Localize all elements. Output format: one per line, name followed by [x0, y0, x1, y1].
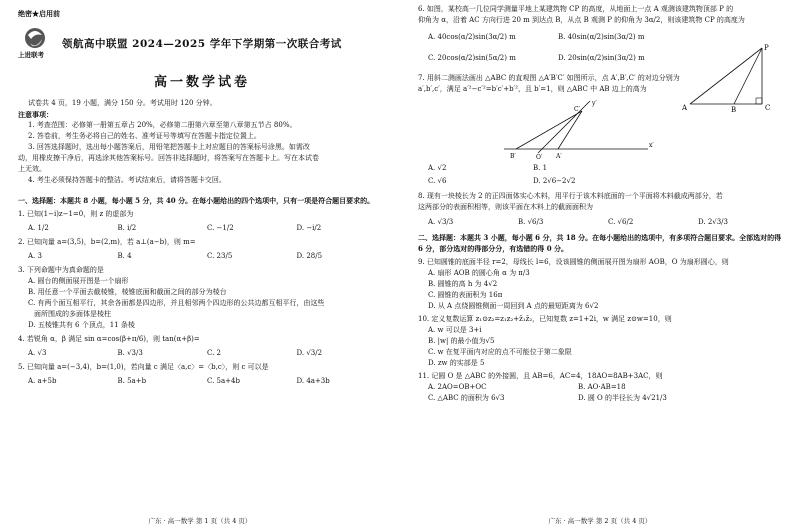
- q7-stem-line1: 7. 用斜二测画法画出 △ABC 的直观图 △A′B′C′ 如图所示，点 A′,B′,C′ 的对边分别为: [418, 74, 680, 82]
- notice-2: 2. 答卷前，考生务必将自己的姓名、准考证号等填写在答题卡指定位置上。: [28, 132, 261, 140]
- q8-stem-line2: 这两部分的表面积相等，则该平面在木料上的截面面积为: [418, 203, 593, 211]
- q10-stem: 10. 定义复数运算 z₁⊙z₂=z₁z₂+z̄₁z̄₂，已知复数 z=1+2i，w 满足 z⊙w=10，则: [418, 315, 672, 323]
- q8-option-d: D. 2√3/3: [698, 218, 728, 226]
- q2-option-b: B. 4: [117, 252, 132, 260]
- exam-title: 领航高中联盟 2024—2025 学年下学期第一次联合考试: [62, 37, 342, 50]
- q2-stem: 2. 已知向量 a=(3,5)，b=(2,m)，若 a⊥(a−b)，则 m=: [18, 238, 196, 246]
- notice-1: 1. 考查范围：必修第一册第五章占 20%，必修第二册第六章至第八章第五节占 80%。: [28, 121, 297, 129]
- q3-option-d: D. 五棱锥共有 6 个顶点，11 条棱: [28, 321, 135, 329]
- q9-option-c: C. 圆锥的表面积为 16π: [428, 291, 503, 299]
- q10-option-d: D. zw 的实部是 5: [428, 359, 485, 367]
- q4-option-d: D. √3/2: [296, 349, 323, 357]
- q5-option-c: C. 5a+4b: [207, 377, 240, 385]
- section-2-heading: 二、选择题：本题共 3 小题，每小题 6 分，共 18 分。在每小题给出的选项中，有多项符合题目要求。全部选对的得 6 分，部分选对的得部分分，有选错的得 0 分。: [418, 233, 782, 253]
- q10-option-a: A. w 可以是 3+i: [428, 326, 482, 334]
- page-2-footer: 广东 · 高一数学 第 2 页（共 4 页）: [548, 517, 652, 525]
- q9-option-d: D. 从 A 点绕圆锥侧面一周回到 A 点的最短距离为 6√2: [428, 302, 599, 310]
- logo-text: 上进联考: [18, 51, 44, 59]
- q7-options-row2: [418, 176, 638, 187]
- q5-stem: 5. 已知向量 a=(−3,4)，b=(1,0)，若向量 c 满足〈a,c〉=〈b,c〉，则 c 可以是: [18, 363, 269, 371]
- q11-options-row2: [418, 393, 728, 404]
- q8-option-c: C. √6/2: [608, 218, 634, 226]
- notice-3-end: 上无效。: [18, 165, 46, 173]
- q7-label-a: A′: [556, 153, 562, 160]
- q6-option-c: C. 20cos(α/2)sin(5α/2) m: [428, 54, 516, 62]
- q7-label-o: O′: [536, 154, 543, 161]
- q7-option-c: C. √6: [428, 177, 447, 185]
- q6-label-b: B: [731, 106, 737, 114]
- q9-option-a: A. 扇形 AOB 的圆心角 α 为 π/3: [428, 269, 530, 277]
- q7-label-x: x′: [649, 142, 654, 149]
- q11-option-b: B. AO·AB=18: [578, 383, 626, 391]
- q8-option-b: B. √6/3: [518, 218, 544, 226]
- q7-options-row1: [418, 163, 638, 174]
- q11-stem: 11. 记圆 O 是 △ABC 的外接圆，且 AB=6，AC=4，18AO=8AB+3AC，则: [418, 372, 663, 380]
- secret-mark: 绝密★启用前: [18, 9, 60, 18]
- q7-option-a: A. √2: [428, 164, 447, 172]
- notice-3: 3. 回答选择题时，选出每小题答案后，用铅笔把答题卡上对应题目的答案标号涂黑。如需改: [28, 143, 310, 151]
- q7-label-c: C′: [574, 106, 580, 113]
- q6-label-c: C: [765, 104, 771, 112]
- q5-options: [18, 376, 386, 387]
- q11-options-row1: [418, 382, 728, 393]
- q9-stem: 9. 已知圆锥的底面半径 r=2，母线长 l=6，设该圆锥的侧面展开图为扇形 AOB，O 为扇形圆心，则: [418, 258, 729, 266]
- q1-option-d: D. −i/2: [296, 224, 322, 232]
- page-1-footer: 广东 · 高一数学 第 1 页（共 4 页）: [148, 517, 252, 525]
- q1-stem: 1. 已知(1−i)z−1=0，则 z 的虚部为: [18, 210, 134, 218]
- q6-options-row2: [418, 53, 688, 64]
- paper-title: 高一数学试卷: [153, 75, 250, 90]
- q4-option-a: A. √3: [28, 349, 47, 357]
- q3-option-c-cont: 面所围成的多面体是棱柱: [34, 310, 111, 318]
- q3-option-c: C. 有两个面互相平行，其余各面都是四边形，并且相邻两个四边形的公共边都互相平行，由这些: [28, 299, 325, 307]
- q2-option-d: D. 28/5: [296, 252, 323, 260]
- q3-option-a: A. 圆台的侧面展开图是一个扇形: [28, 277, 129, 285]
- q11-option-c: C. △ABC 的面积为 6√3: [428, 394, 505, 402]
- q2-option-a: A. 3: [28, 252, 42, 260]
- q8-option-a: A. √3/3: [428, 218, 454, 226]
- q10-option-b: B. |w| 的最小值为√5: [428, 337, 495, 345]
- q6-label-p: P: [764, 44, 769, 52]
- q4-option-b: B. √3/3: [117, 349, 143, 357]
- q4-stem: 4. 若锐角 α，β 满足 sin α=cos(β+π/6)，则 tan(α+β)=: [18, 335, 200, 343]
- q6-options-row1: [418, 32, 688, 43]
- q3-stem: 3. 下列命题中为真命题的是: [18, 266, 104, 274]
- q7-option-d: D. 2√6−2√2: [533, 177, 576, 185]
- q9-option-b: B. 圆锥的高 h 为 4√2: [428, 280, 498, 288]
- q1-option-c: C. −1/2: [207, 224, 234, 232]
- page-2: [400, 0, 800, 531]
- exam-intro: 试卷共 4 页，19 小题，满分 150 分。考试用时 120 分钟。: [28, 99, 217, 107]
- q10-option-c: C. w 在复平面内对应的点不可能位于第二象限: [428, 348, 572, 356]
- q5-option-a: A. a+5b: [28, 377, 57, 385]
- q6-option-d: D. 20sin(α/2)sin(3α/2) m: [558, 54, 645, 62]
- notice-title: 注意事项：: [18, 110, 53, 119]
- q4-options: [18, 348, 386, 359]
- q6-stem-line2: 仰角为 α，沿着 AC 方向行进 20 m 到达点 B，从点 B 观测 P 的仰角为 3α/2，则该建筑物 CP 的高度为: [418, 16, 745, 24]
- q7-option-b: B. 1: [533, 164, 548, 172]
- q7-label-y: y′: [592, 100, 597, 107]
- q1-option-b: B. i/2: [117, 224, 137, 232]
- q3-option-b: B. 用任意一个平面去截棱锥，棱锥底面和截面之间的部分为棱台: [28, 288, 227, 296]
- q11-option-a: A. 2AO=OB+OC: [428, 383, 487, 391]
- q5-option-b: B. 5a+b: [117, 377, 147, 385]
- q6-option-a: A. 40cos(α/2)sin(3α/2) m: [428, 33, 516, 41]
- logo-icon: [18, 25, 54, 61]
- q11-option-d: D. 圆 O 的半径长为 4√21/3: [578, 394, 667, 402]
- q2-options: [18, 251, 386, 262]
- q7-stem-line2: a′,b′,c′，满足 a′²−c′²=b′c′+b′²，且 b′=1，则 △ABC 中 AB 边上的高为: [418, 85, 647, 93]
- q6-stem-line1: 6. 如图，某校高一几位同学测量平地上某建筑物 CP 的高度，从地面上一点 A 观测该建筑物顶部 P 的: [418, 5, 734, 13]
- q1-option-a: A. 1/2: [28, 224, 49, 232]
- q6-label-a: A: [682, 104, 688, 112]
- q5-option-d: D. 4a+3b: [296, 377, 330, 385]
- q1-options: [18, 223, 386, 234]
- q6-figure: [682, 42, 772, 114]
- notice-4: 4. 考生必须保持答题卡的整洁。考试结束后，请将答题卡交回。: [28, 176, 226, 184]
- exam-header: [18, 25, 386, 61]
- q7-figure: [498, 97, 658, 161]
- notice-3-cont: 动，用橡皮擦干净后，再选涂其他答案标号。回答非选择题时，将答案写在答题卡上。写在本试卷: [18, 154, 319, 162]
- q6-option-b: B. 40sin(α/2)sin(3α/2) m: [558, 33, 645, 41]
- q8-stem-line1: 8. 现有一块棱长为 2 的正四面体实心木料，用平行于该木料底面的一个平面将木料截成两部分，若: [418, 192, 723, 200]
- section-1-heading: 一、选择题：本题共 8 小题，每小题 5 分，共 40 分。在每小题给出的四个选项中，只有一项是符合题目要求的。: [18, 196, 375, 205]
- q7-label-b: B′: [510, 153, 516, 160]
- q2-option-c: C. 23/5: [207, 252, 233, 260]
- q4-option-c: C. 2: [207, 349, 222, 357]
- q8-options: [418, 217, 788, 228]
